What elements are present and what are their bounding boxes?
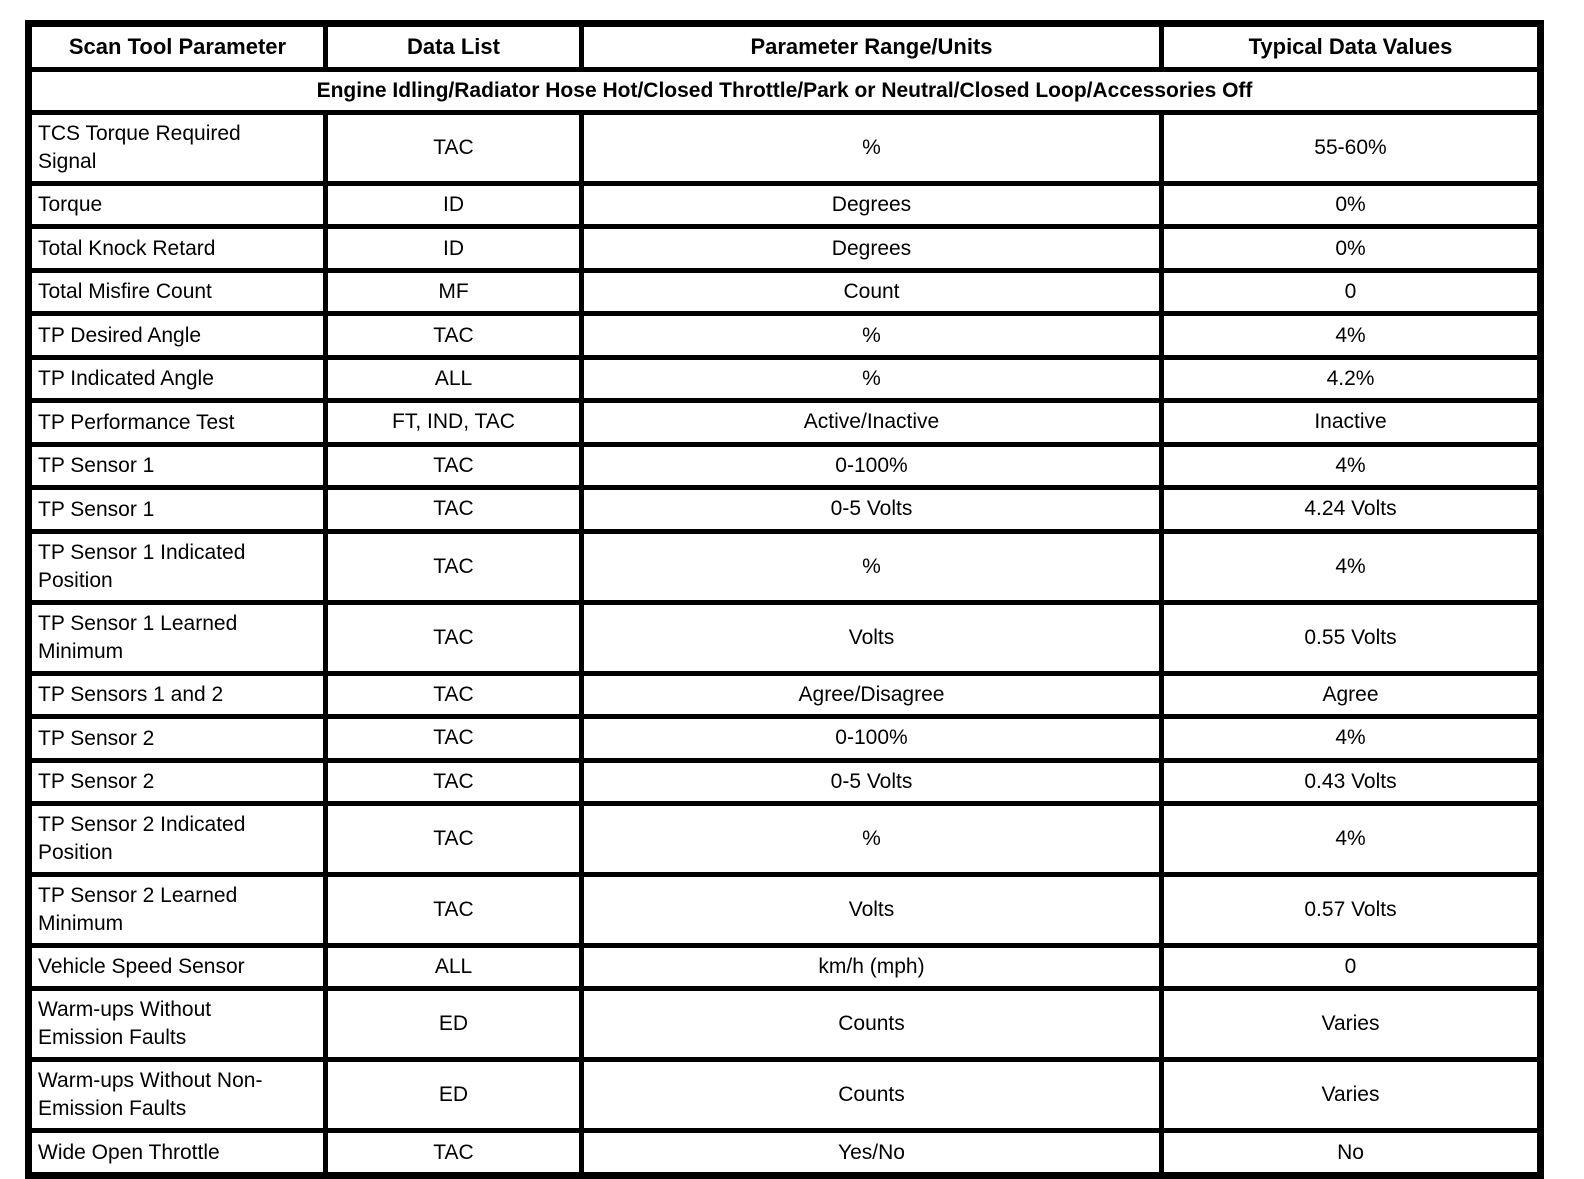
parameter-label: TP Sensor 2 [38, 769, 155, 793]
parameter-label: TP Sensor 1 [38, 497, 155, 521]
cell-typical-value: 0.57 Volts [1162, 874, 1541, 945]
cell-data-list: TAC [326, 1131, 582, 1175]
table-row [29, 270, 1541, 313]
parameter-label: Vehicle Speed Sensor [38, 955, 245, 979]
cell-range-units: % [582, 357, 1162, 400]
cell-data-list: ID [326, 227, 582, 270]
cell-parameter [29, 803, 326, 874]
header-row [29, 24, 1541, 70]
cell-typical-value: 4.24 Volts [1162, 488, 1541, 531]
cell-range-units: Count [582, 270, 1162, 313]
parameter-label: TP Sensor 2 Indicated Position [38, 812, 246, 864]
parameter-label: TP Sensor 2 [38, 726, 155, 750]
parameter-label: TCS Torque Required Signal [38, 122, 241, 173]
parameter-label: Torque [38, 193, 103, 217]
cell-parameter [29, 113, 326, 184]
table-row [29, 401, 1541, 444]
parameter-label: TP Sensors 1 and 2 [38, 683, 224, 707]
parameter-label: TP Sensor 1 Indicated Position [38, 540, 246, 592]
cell-typical-value: 55-60% [1162, 113, 1541, 184]
table-row [29, 803, 1541, 874]
table-body [29, 113, 1541, 1176]
column-header-data-list: Data List [326, 24, 582, 70]
cell-typical-value: 0% [1162, 184, 1541, 227]
cell-range-units: Yes/No [582, 1131, 1162, 1175]
cell-typical-value: 4% [1162, 444, 1541, 487]
parameter-label: TP Indicated Angle [38, 367, 214, 391]
cell-data-list: MF [326, 270, 582, 313]
test-condition-text: Engine Idling/Radiator Hose Hot/Closed Throttle/Park or Neutral/Closed Loop/Accessories Off [29, 70, 1541, 113]
table-row [29, 227, 1541, 270]
table-row [29, 314, 1541, 357]
cell-range-units: Counts [582, 1060, 1162, 1131]
cell-range-units: Volts [582, 874, 1162, 945]
cell-parameter [29, 314, 326, 357]
cell-parameter [29, 227, 326, 270]
cell-range-units: % [582, 314, 1162, 357]
table-row [29, 1131, 1541, 1175]
cell-typical-value: 0.43 Volts [1162, 760, 1541, 803]
cell-parameter [29, 401, 326, 444]
cell-range-units: 0-100% [582, 717, 1162, 760]
cell-parameter [29, 760, 326, 803]
table-row [29, 874, 1541, 945]
cell-parameter [29, 874, 326, 945]
table-row [29, 673, 1541, 716]
parameter-label: TP Sensor 2 Learned Minimum [38, 883, 238, 935]
cell-data-list: TAC [326, 488, 582, 531]
cell-parameter [29, 184, 326, 227]
cell-typical-value: No [1162, 1131, 1541, 1175]
cell-range-units: Degrees [582, 184, 1162, 227]
column-header-typical-data-values: Typical Data Values [1162, 24, 1541, 70]
cell-range-units: Active/Inactive [582, 401, 1162, 444]
cell-data-list: TAC [326, 760, 582, 803]
cell-data-list: TAC [326, 314, 582, 357]
cell-range-units: 0-5 Volts [582, 488, 1162, 531]
cell-range-units: 0-100% [582, 444, 1162, 487]
cell-data-list: TAC [326, 874, 582, 945]
cell-parameter [29, 602, 326, 673]
cell-data-list: TAC [326, 803, 582, 874]
cell-parameter [29, 1060, 326, 1131]
parameter-label: TP Performance Test [38, 410, 235, 434]
table-row [29, 357, 1541, 400]
scan-tool-parameter-table [25, 20, 1544, 1179]
cell-data-list: ALL [326, 945, 582, 988]
cell-data-list: ALL [326, 357, 582, 400]
parameter-label: TP Sensor 1 [38, 454, 155, 478]
table-row [29, 488, 1541, 531]
cell-typical-value: 0 [1162, 270, 1541, 313]
cell-parameter [29, 531, 326, 602]
cell-data-list: TAC [326, 673, 582, 716]
parameter-label: Total Knock Retard [38, 236, 216, 260]
cell-parameter [29, 673, 326, 716]
cell-data-list: FT, IND, TAC [326, 401, 582, 444]
cell-typical-value: 4% [1162, 531, 1541, 602]
cell-range-units: % [582, 531, 1162, 602]
table-row [29, 184, 1541, 227]
cell-typical-value: 4.2% [1162, 357, 1541, 400]
cell-typical-value: 4% [1162, 803, 1541, 874]
cell-parameter [29, 444, 326, 487]
table-row [29, 531, 1541, 602]
cell-typical-value: 4% [1162, 314, 1541, 357]
cell-typical-value: 0% [1162, 227, 1541, 270]
cell-range-units: % [582, 113, 1162, 184]
cell-parameter [29, 488, 326, 531]
cell-range-units: % [582, 803, 1162, 874]
cell-typical-value: Varies [1162, 989, 1541, 1060]
cell-range-units: Volts [582, 602, 1162, 673]
cell-data-list: ID [326, 184, 582, 227]
cell-data-list: TAC [326, 444, 582, 487]
cell-range-units: km/h (mph) [582, 945, 1162, 988]
cell-range-units: Agree/Disagree [582, 673, 1162, 716]
cell-typical-value: Inactive [1162, 401, 1541, 444]
cell-data-list: ED [326, 989, 582, 1060]
cell-data-list: TAC [326, 531, 582, 602]
cell-parameter [29, 357, 326, 400]
cell-typical-value: 4% [1162, 717, 1541, 760]
cell-range-units: Counts [582, 989, 1162, 1060]
cell-data-list: TAC [326, 113, 582, 184]
parameter-label: Warm-ups Without Emission Faults [38, 998, 212, 1050]
parameter-label: Wide Open Throttle [38, 1140, 220, 1164]
cell-data-list: TAC [326, 602, 582, 673]
cell-range-units: Degrees [582, 227, 1162, 270]
table-row [29, 945, 1541, 988]
cell-parameter [29, 945, 326, 988]
cell-parameter [29, 717, 326, 760]
cell-typical-value: Agree [1162, 673, 1541, 716]
parameter-label: Total Misfire Count [38, 280, 212, 304]
cell-parameter [29, 989, 326, 1060]
cell-parameter [29, 270, 326, 313]
table-row [29, 989, 1541, 1060]
table-header [29, 24, 1541, 113]
cell-typical-value: 0.55 Volts [1162, 602, 1541, 673]
cell-typical-value: 0 [1162, 945, 1541, 988]
parameter-label: Warm-ups Without Non-Emission Faults [38, 1069, 263, 1121]
column-header-scan-tool-parameter: Scan Tool Parameter [29, 24, 326, 70]
parameter-label: TP Desired Angle [38, 323, 202, 347]
table-row [29, 113, 1541, 184]
table-row [29, 760, 1541, 803]
parameter-label: TP Sensor 1 Learned Minimum [38, 611, 238, 663]
table-row [29, 602, 1541, 673]
cell-data-list: ED [326, 1060, 582, 1131]
table-row [29, 1060, 1541, 1131]
table-row [29, 444, 1541, 487]
cell-range-units: 0-5 Volts [582, 760, 1162, 803]
column-header-parameter-range-units: Parameter Range/Units [582, 24, 1162, 70]
cell-typical-value: Varies [1162, 1060, 1541, 1131]
table-row [29, 717, 1541, 760]
condition-row [29, 70, 1541, 113]
cell-data-list: TAC [326, 717, 582, 760]
cell-parameter [29, 1131, 326, 1175]
